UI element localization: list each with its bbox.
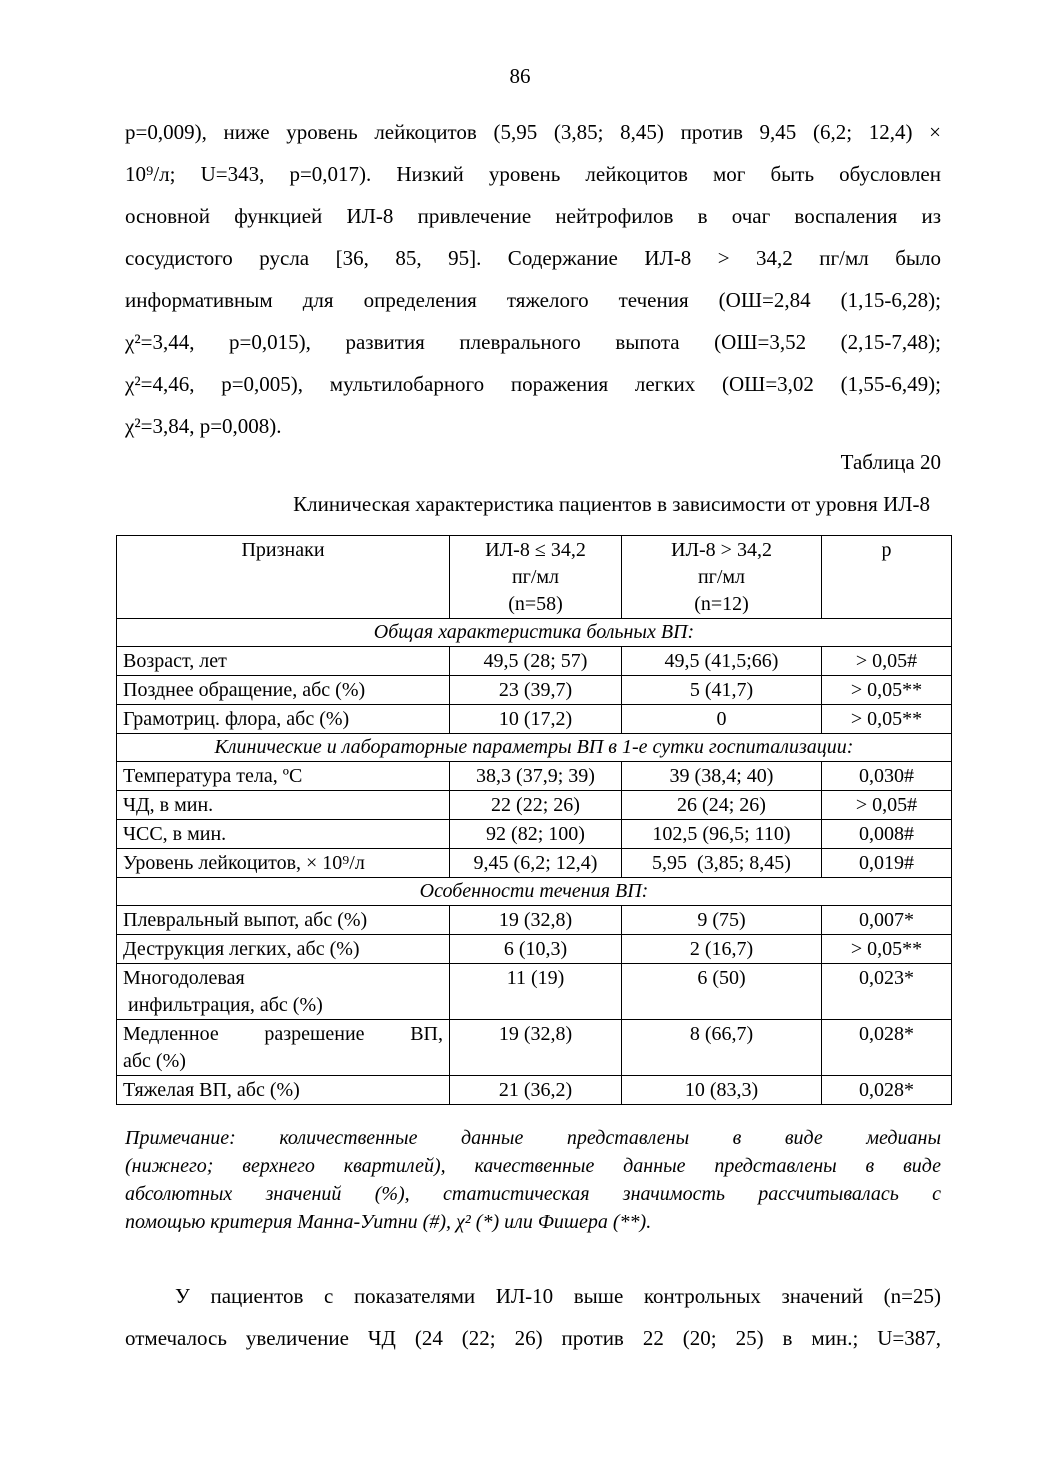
header-row [117, 536, 952, 619]
table-cell: 0 [622, 705, 822, 734]
row-label: Многодолевая инфильтрация, абс (%) [117, 964, 450, 1020]
column-header [117, 536, 450, 619]
table-cell: 49,5 (41,5;66) [622, 647, 822, 676]
table-label: Таблица 20 [840, 450, 941, 474]
table-cell: 0,023* [822, 964, 952, 1020]
table-note [125, 1124, 941, 1236]
row-label: Тяжелая ВП, абс (%) [117, 1076, 450, 1105]
table-cell: 0,030# [822, 762, 952, 791]
section-row [117, 878, 952, 906]
table-cell: 19 (32,8) [450, 1020, 622, 1076]
table-cell: 22 (22; 26) [450, 791, 622, 820]
table-row [117, 906, 952, 935]
table-cell: > 0,05** [822, 935, 952, 964]
table-cell: 10 (17,2) [450, 705, 622, 734]
table-row [117, 676, 952, 705]
row-label: Температура тела, ºС [117, 762, 450, 791]
table-cell: 0,008# [822, 820, 952, 849]
column-header [822, 536, 952, 619]
paragraph-line: отмечалось увеличение ЧД (24 (22; 26) против 22 (20; 25) в мин.; U=387, [125, 1326, 941, 1350]
table-cell: 2 (16,7) [622, 935, 822, 964]
column-header-line: ИЛ-8 > 34,2 [671, 539, 772, 561]
table-cell: 39 (38,4; 40) [622, 762, 822, 791]
table-cell: 11 (19) [450, 964, 622, 1020]
column-header-line: (n=12) [694, 593, 749, 615]
table-cell: > 0,05** [822, 705, 952, 734]
table-cell: 10 (83,3) [622, 1076, 822, 1105]
table-cell: 5 (41,7) [622, 676, 822, 705]
paragraph-line: 10⁹/л; U=343, р=0,017). Низкий уровень лейкоцитов мог быть обусловлен [125, 162, 941, 186]
row-label: Грамотриц. флора, абс (%) [117, 705, 450, 734]
table-cell: 0,028* [822, 1020, 952, 1076]
paragraph-line: р=0,009), ниже уровень лейкоцитов (5,95 (3,85; 8,45) против 9,45 (6,2; 12,4) × [125, 120, 941, 144]
table-cell: 6 (10,3) [450, 935, 622, 964]
table-cell: 23 (39,7) [450, 676, 622, 705]
table-cell: > 0,05# [822, 791, 952, 820]
table-caption: Клиническая характеристика пациентов в зависимости от уровня ИЛ-8 [293, 492, 930, 516]
table-cell: 8 (66,7) [622, 1020, 822, 1076]
row-label: Возраст, лет [117, 647, 450, 676]
table-row [117, 935, 952, 964]
section-title: Клинические и лабораторные параметры ВП в 1-е сутки госпитализации: [117, 734, 952, 762]
paragraph-line: информативным для определения тяжелого течения (ОШ=2,84 (1,15-6,28); [125, 288, 941, 312]
row-label: Деструкция легких, абс (%) [117, 935, 450, 964]
row-label: Плевральный выпот, абс (%) [117, 906, 450, 935]
section-row [117, 734, 952, 762]
table-cell: 9 (75) [622, 906, 822, 935]
table-row [117, 1020, 952, 1076]
table-cell: 92 (82; 100) [450, 820, 622, 849]
table-cell: 0,007* [822, 906, 952, 935]
paragraph-line: χ²=3,44, р=0,015), развития плеврального выпота (ОШ=3,52 (2,15-7,48); [125, 330, 941, 354]
paragraph-line: сосудистого русла [36, 85, 95]. Содержание ИЛ-8 > 34,2 пг/мл было [125, 246, 941, 270]
row-label: ЧД, в мин. [117, 791, 450, 820]
table-cell: 0,028* [822, 1076, 952, 1105]
table-row [117, 762, 952, 791]
table-row [117, 791, 952, 820]
paragraph-top [125, 111, 941, 447]
table-cell: 102,5 (96,5; 110) [622, 820, 822, 849]
table-cell: 19 (32,8) [450, 906, 622, 935]
table-row [117, 647, 952, 676]
table-cell: > 0,05** [822, 676, 952, 705]
section-title: Особенности течения ВП: [117, 878, 952, 906]
table-cell: 38,3 (37,9; 39) [450, 762, 622, 791]
column-header-line: пг/мл [697, 566, 746, 588]
table-cell: > 0,05# [822, 647, 952, 676]
paragraph-line: χ²=3,84, р=0,008). [125, 414, 282, 438]
column-header-line: (n=58) [508, 593, 563, 615]
table-body [117, 619, 952, 1105]
table-row [117, 820, 952, 849]
paragraph-line: У пациентов с показателями ИЛ-10 выше контрольных значений (n=25) [175, 1284, 941, 1308]
row-label: ЧСС, в мин. [117, 820, 450, 849]
paragraph-line: χ²=4,46, р=0,005), мультилобарного поражения легких (ОШ=3,02 (1,55-6,49); [125, 372, 941, 396]
table-cell: 6 (50) [622, 964, 822, 1020]
table-cell: 49,5 (28; 57) [450, 647, 622, 676]
column-header-line: ИЛ-8 ≤ 34,2 [485, 539, 586, 561]
row-label: Медленное разрешение ВП, абс (%) [117, 1020, 450, 1076]
table-row [117, 705, 952, 734]
table-row [117, 964, 952, 1020]
table-cell: 0,019# [822, 849, 952, 878]
note-line: абсолютных значений (%), статистическая значимость рассчитывалась с [125, 1183, 941, 1205]
table-header [117, 536, 952, 619]
column-header [450, 536, 622, 619]
paragraph-bottom [125, 1275, 941, 1359]
row-label: Позднее обращение, абс (%) [117, 676, 450, 705]
section-title: Общая характеристика больных ВП: [117, 619, 952, 647]
table-cell: 26 (24; 26) [622, 791, 822, 820]
table-cell: 9,45 (6,2; 12,4) [450, 849, 622, 878]
section-row [117, 619, 952, 647]
note-line: помощью критерия Манна-Уитни (#), χ² (*) или Фишера (**). [125, 1211, 652, 1233]
table-row [117, 849, 952, 878]
column-header-line: р [881, 539, 892, 561]
table-cell: 21 (36,2) [450, 1076, 622, 1105]
clinical-table [116, 535, 952, 1105]
paragraph-line: основной функцией ИЛ-8 привлечение нейтрофилов в очаг воспаления из [125, 204, 941, 228]
table-cell: 5,95 (3,85; 8,45) [622, 849, 822, 878]
table-row [117, 1076, 952, 1105]
note-line: (нижнего; верхнего квартилей), качественные данные представлены в виде [125, 1155, 941, 1177]
column-header [622, 536, 822, 619]
column-header-line: Признаки [241, 539, 325, 561]
note-line: Примечание: количественные данные представлены в виде медианы [125, 1127, 941, 1149]
page-number: 86 [509, 64, 531, 88]
column-header-line: пг/мл [511, 566, 560, 588]
row-label: Уровень лейкоцитов, × 10⁹/л [117, 849, 450, 878]
